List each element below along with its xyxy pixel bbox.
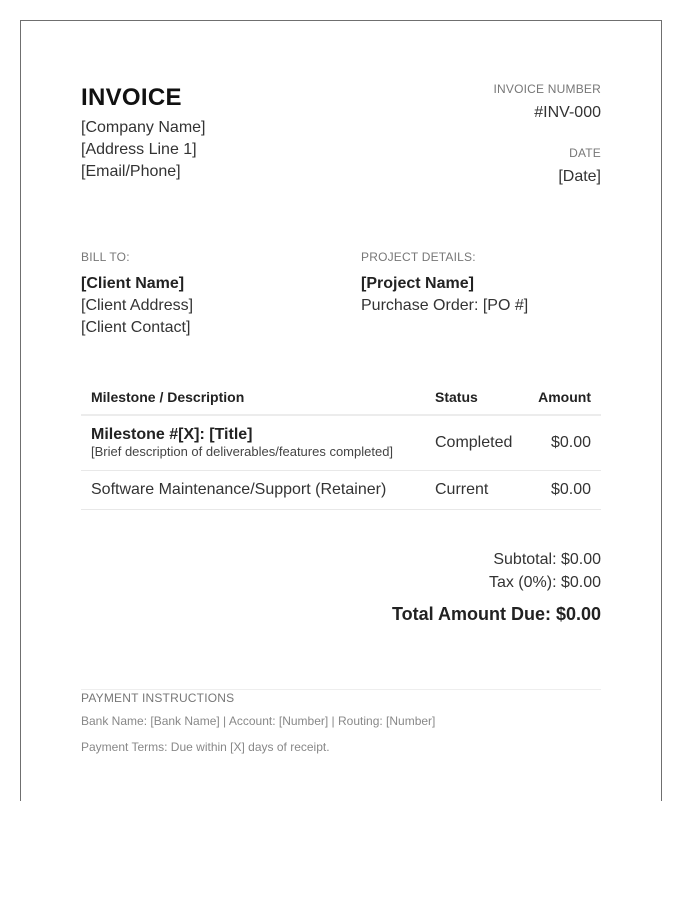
purchase-order: Purchase Order: [PO #] [361,297,529,314]
client-address: [Client Address] [81,297,194,314]
row-amount: $0.00 [528,415,601,471]
bill-to-label: BILL TO: [81,250,130,264]
payment-instructions-label: PAYMENT INSTRUCTIONS [81,691,235,705]
tax: Tax (0%): $0.00 [488,574,601,591]
invoice-number-block [494,82,601,122]
row-status: Completed [425,415,528,471]
invoice-number-value: #INV-000 [534,104,601,121]
milestone-title: Milestone #[X]: [Title] [91,426,253,443]
total-amount-due: Total Amount Due: $0.00 [391,604,601,624]
company-info [81,117,206,183]
company-address: [Address Line 1] [81,141,197,158]
table-header-row [81,379,601,415]
row-description: Software Maintenance/Support (Retainer) [81,471,425,510]
table-row [81,471,601,510]
invoice-number-label: INVOICE NUMBER [493,82,601,96]
date-value: [Date] [558,168,601,185]
project-name: [Project Name] [361,275,474,292]
client-name: [Client Name] [81,275,185,292]
project-details-label: PROJECT DETAILS: [361,250,476,264]
row-status: Current [425,471,528,510]
table-row [81,415,601,471]
company-name: [Company Name] [81,119,206,136]
column-header-status: Status [425,379,528,415]
row-amount: $0.00 [528,471,601,510]
totals-section [392,548,601,625]
payment-terms: Payment Terms: Due within [X] days of receipt. [81,740,330,754]
column-header-amount: Amount [528,379,601,415]
date-label: DATE [569,146,601,160]
client-contact: [Client Contact] [81,319,191,336]
date-block [558,146,601,186]
project-details-section [361,250,621,317]
payment-instructions-section [81,689,601,754]
row-description-cell [81,415,425,471]
invoice-title: INVOICE [81,84,182,111]
bill-to-section [81,250,351,339]
subtotal: Subtotal: $0.00 [493,551,601,568]
bank-details: Bank Name: [Bank Name] | Account: [Number] | Routing: [Number] [81,714,436,728]
milestone-description: [Brief description of deliverables/features completed] [91,444,394,459]
company-contact: [Email/Phone] [81,163,181,180]
column-header-description: Milestone / Description [81,379,425,415]
line-items-table [81,379,601,510]
